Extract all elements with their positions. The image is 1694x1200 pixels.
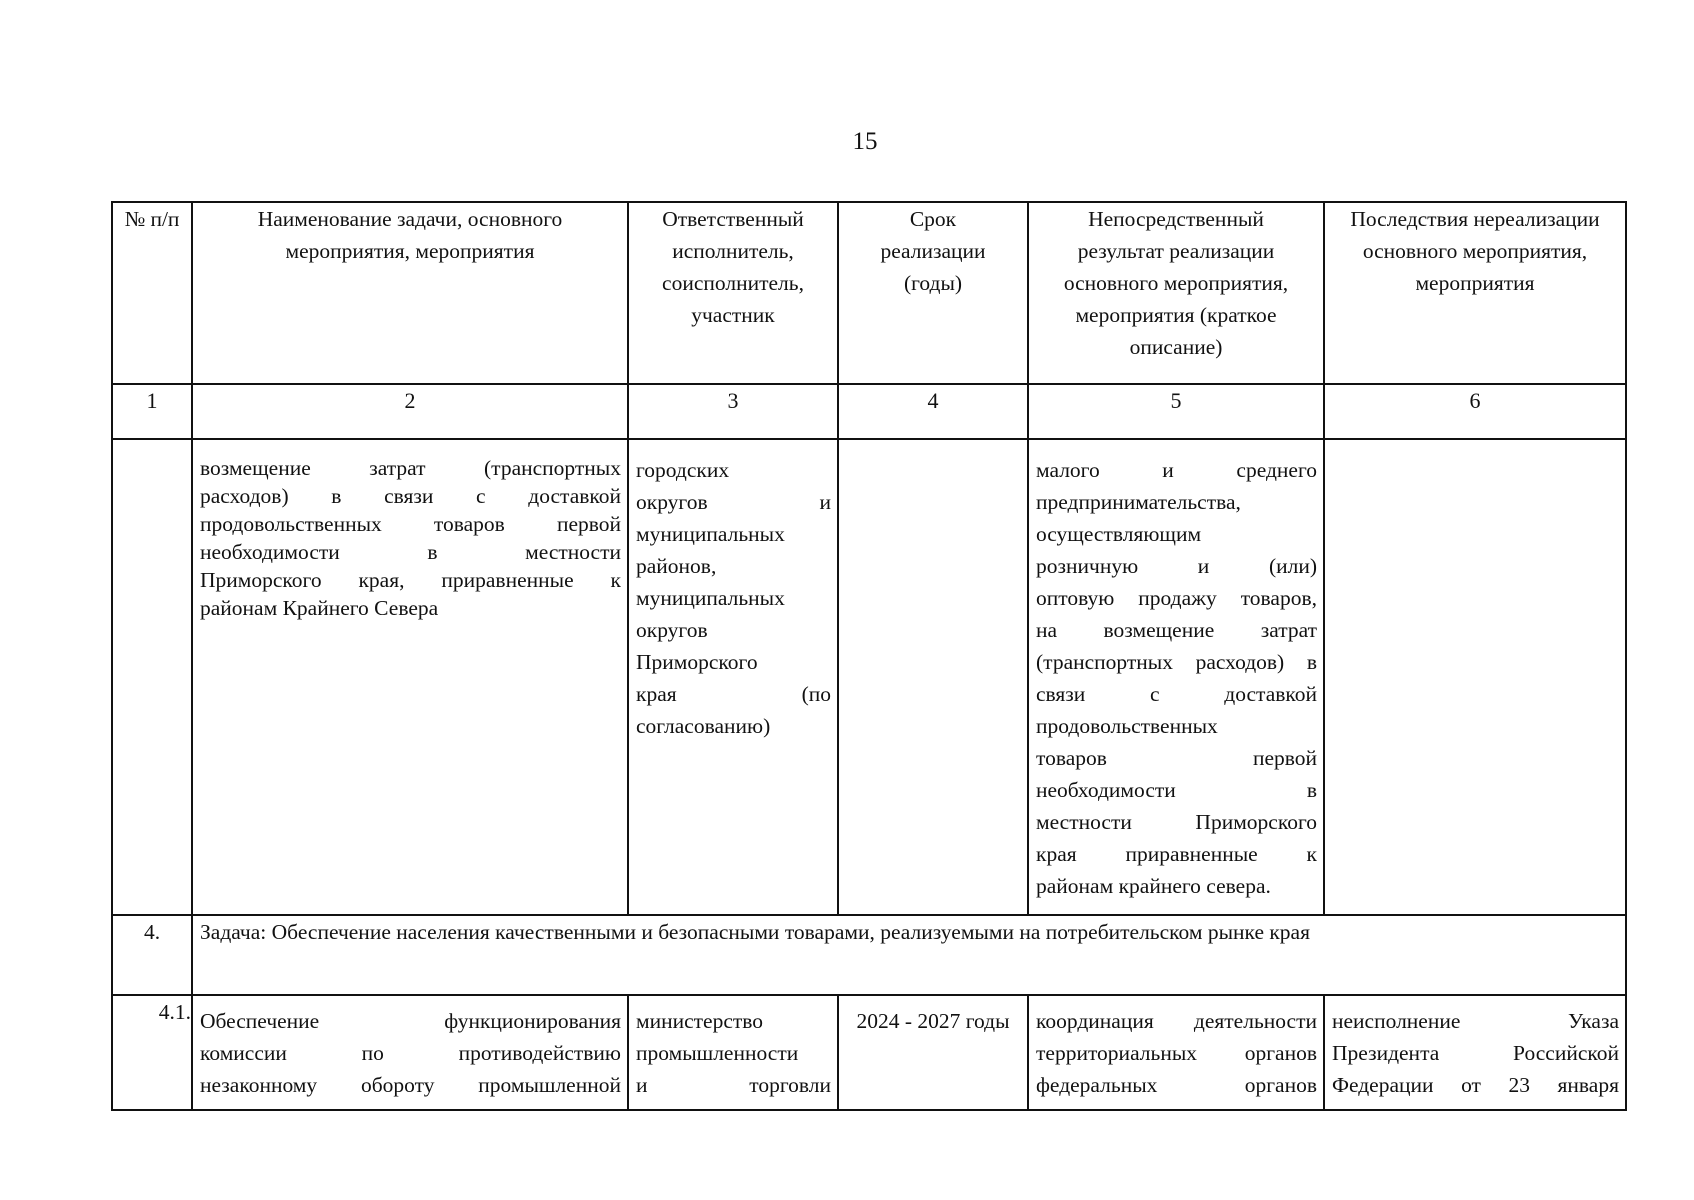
header-line: Срок [909, 207, 957, 231]
header-executor [628, 202, 838, 384]
header-line: основного мероприятия, [1362, 239, 1588, 263]
header-line: мероприятия, мероприятия [285, 239, 535, 263]
task-name-cell [192, 995, 628, 1110]
header-line: исполнитель, [672, 239, 794, 263]
text-line: территориальных органов [1036, 1041, 1317, 1065]
text-line: Приморского [636, 650, 758, 674]
table-row-continued [112, 439, 1626, 915]
task-name-cell [192, 439, 628, 915]
header-line: № п/п [124, 207, 180, 231]
task-row [112, 915, 1626, 995]
header-line: соисполнитель, [662, 271, 804, 295]
header-line: (годы) [903, 271, 963, 295]
text-line: муниципальных [636, 522, 785, 546]
text-line: комиссии по противодействию [200, 1041, 621, 1065]
header-line: основного мероприятия, [1063, 271, 1289, 295]
header-result [1028, 202, 1324, 384]
program-measures-table [111, 201, 1627, 1111]
text-line: продовольственных [1036, 714, 1218, 738]
text-line: муниципальных [636, 586, 785, 610]
term-text: 2024 - 2027 годы [856, 1009, 1010, 1033]
header-task-name [192, 202, 628, 384]
executor-text [629, 996, 837, 1109]
task-name-text [193, 996, 627, 1109]
text-line: неисполнение Указа [1332, 1009, 1619, 1033]
text-line: незаконному обороту промышленной [200, 1073, 621, 1097]
text-line: товаров первой [1036, 746, 1317, 770]
text-line: оптовую продажу товаров, [1036, 586, 1317, 610]
header-line: описание) [1129, 335, 1223, 359]
text-line: края приравненные к [1036, 842, 1317, 866]
result-cell [1028, 439, 1324, 915]
page-number: 15 [852, 128, 878, 155]
header-line: реализации [880, 239, 986, 263]
text-line: Президента Российской [1332, 1041, 1619, 1065]
text-line: городских [636, 458, 730, 482]
term-cell [838, 995, 1028, 1110]
header-row [112, 202, 1626, 384]
text-line: осуществляющим [1036, 522, 1202, 546]
task-number: 4. [112, 915, 192, 995]
column-number: 1 [112, 384, 192, 439]
executor-cell [628, 995, 838, 1110]
term-cell [838, 439, 1028, 915]
text-line: районам крайнего севера. [1036, 874, 1271, 898]
text-line: на возмещение затрат [1036, 618, 1317, 642]
text-line: федеральных органов [1036, 1073, 1317, 1097]
text-line: розничную и (или) [1036, 554, 1317, 578]
column-number-row [112, 384, 1626, 439]
text-line: округов и [636, 490, 831, 514]
header-line: мероприятия (краткое [1075, 303, 1277, 327]
text-line: районов, [636, 554, 717, 578]
column-number: 5 [1028, 384, 1324, 439]
row-number-cell [112, 439, 192, 915]
column-number: 3 [628, 384, 838, 439]
header-line: Наименование задачи, основного [257, 207, 563, 231]
text-line: промышленности [636, 1041, 799, 1065]
header-number [112, 202, 192, 384]
text-line: продовольственных товаров первой [200, 512, 621, 536]
text-line: согласованию) [636, 714, 771, 738]
row-number: 4.1. [112, 995, 192, 1110]
executor-cell [628, 439, 838, 915]
text-line: необходимости в [1036, 778, 1317, 802]
result-text [1029, 996, 1323, 1109]
consequences-text [1325, 996, 1625, 1109]
text-line: Федерации от 23 января [1332, 1073, 1619, 1097]
header-term [838, 202, 1028, 384]
text-line: Приморского края, приравненные к [200, 568, 621, 592]
text-line: (транспортных расходов) в [1036, 650, 1317, 674]
column-number: 6 [1324, 384, 1626, 439]
table-row [112, 995, 1626, 1110]
header-consequences [1324, 202, 1626, 384]
header-line: Последствия нереализации [1350, 207, 1600, 231]
text-line: координация деятельности [1036, 1009, 1317, 1033]
consequences-cell [1324, 439, 1626, 915]
term-text [839, 440, 1027, 462]
column-number: 2 [192, 384, 628, 439]
text-line: возмещение затрат (транспортных [200, 456, 621, 480]
header-line: Непосредственный [1088, 207, 1264, 231]
executor-text [629, 440, 837, 750]
text-line: Обеспечение функционирования [200, 1009, 621, 1033]
header-line: участник [691, 303, 775, 327]
task-name-text [193, 440, 627, 630]
text-line: местности Приморского [1036, 810, 1317, 834]
header-line: мероприятия [1415, 271, 1535, 295]
text-line: и торговли [636, 1073, 831, 1097]
header-line: Ответственный [662, 207, 804, 231]
text-line: предпринимательства, [1036, 490, 1241, 514]
consequences-text [1325, 440, 1625, 462]
header-line: результат реализации [1077, 239, 1275, 263]
text-line: округов [636, 618, 708, 642]
text-line: края (по [636, 682, 831, 706]
text-line: министерство [636, 1009, 764, 1033]
consequences-cell [1324, 995, 1626, 1110]
task-title: Задача: Обеспечение населения качественными и безопасными товарами, реализуемыми на потребительском рынке края [192, 915, 1626, 995]
text-line: необходимости в местности [200, 540, 621, 564]
text-line: связи с доставкой [1036, 682, 1317, 706]
column-number: 4 [838, 384, 1028, 439]
text-line: расходов) в связи с доставкой [200, 484, 621, 508]
result-text [1029, 440, 1323, 910]
text-line: малого и среднего [1036, 458, 1317, 482]
text-line: районам Крайнего Севера [200, 596, 439, 620]
result-cell [1028, 995, 1324, 1110]
